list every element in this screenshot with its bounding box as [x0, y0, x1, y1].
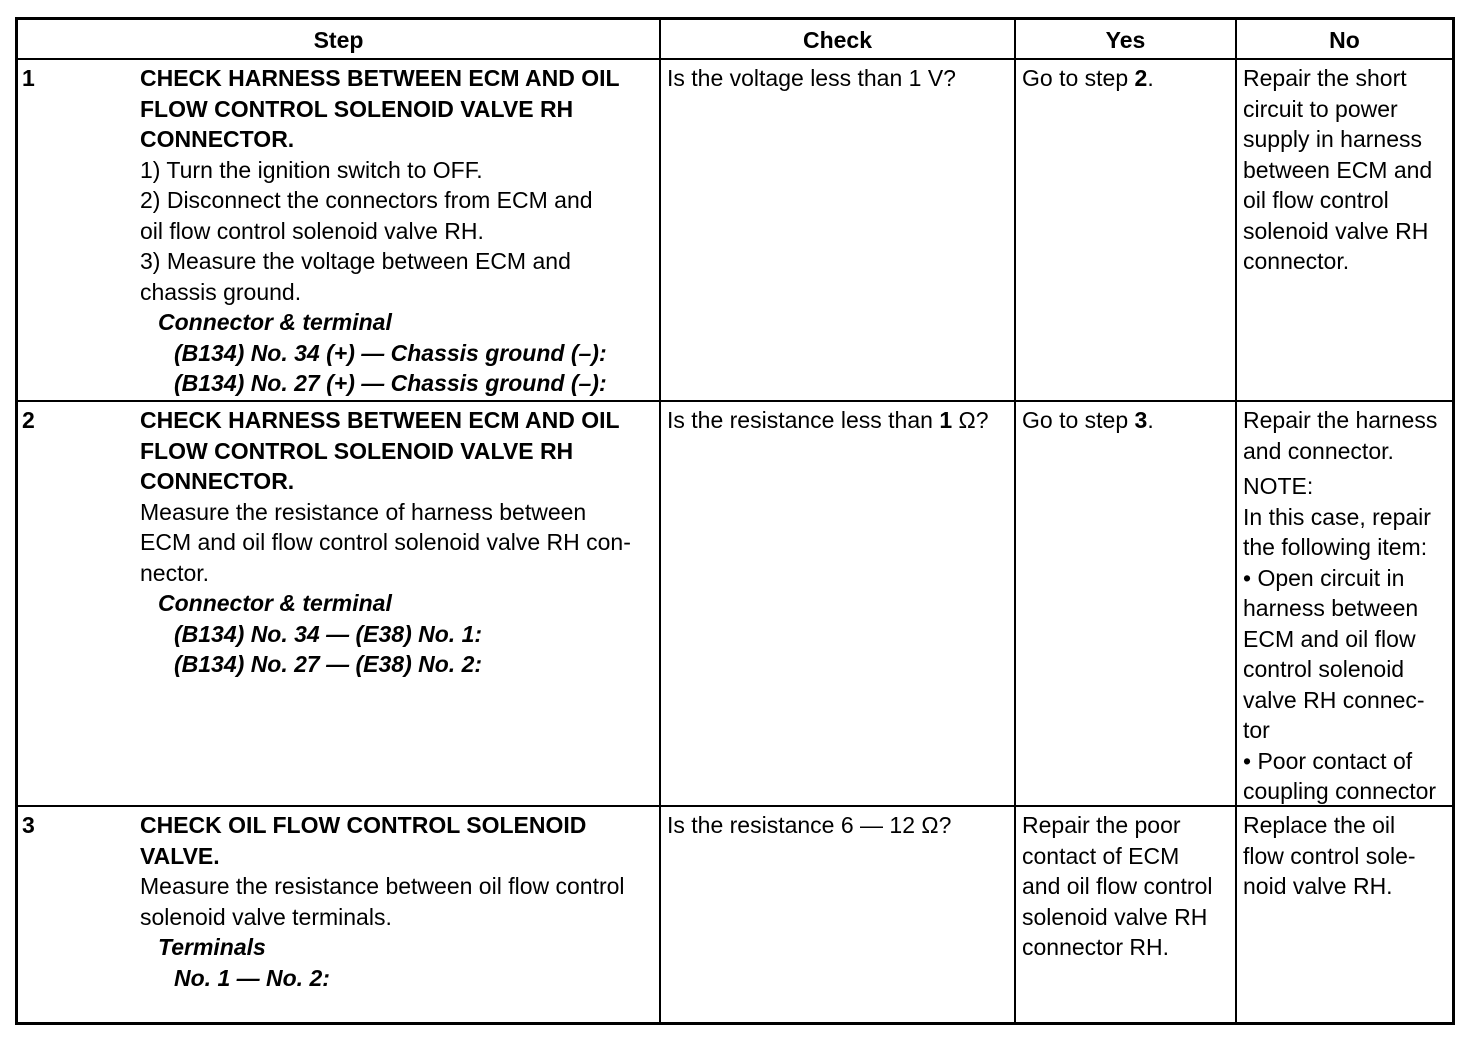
no-line: circuit to power: [1243, 95, 1398, 122]
yes-line: Repair the poor: [1022, 812, 1181, 838]
spec-line: (B134) No. 27 (+) — Chassis ground (–):: [174, 370, 607, 396]
no-line: oil flow control: [1243, 187, 1389, 213]
step-cell: [18, 807, 661, 1022]
instruction-line: oil flow control solenoid valve RH.: [140, 217, 484, 244]
yes-step-ref: 2: [1134, 65, 1148, 91]
check-prefix: Is the resistance less than: [667, 407, 940, 433]
yes-prefix: Go to step: [1022, 407, 1135, 433]
no-line: Repair the short: [1243, 65, 1407, 91]
instruction-line: Measure the resistance between oil flow control: [140, 873, 625, 899]
note-line: the following item:: [1243, 534, 1428, 560]
instruction-line: nector.: [140, 559, 210, 586]
spec-line: (B134) No. 34 (+) — Chassis ground (–):: [174, 339, 607, 366]
table-row: [18, 60, 1452, 402]
spec-line: No. 1 — No. 2:: [174, 964, 330, 991]
instruction-line: 3) Measure the voltage between ECM and: [140, 248, 571, 274]
yes-text: [1022, 405, 1231, 436]
no-cell: [1237, 402, 1452, 805]
step-number: 1: [22, 65, 35, 91]
instruction-line: 1) Turn the ignition switch to OFF.: [140, 156, 483, 183]
instruction-line: ECM and oil flow control solenoid valve RH con-: [140, 529, 631, 555]
yes-text: [1022, 63, 1231, 94]
check-cell: [661, 402, 1016, 805]
no-line: and connector.: [1243, 437, 1394, 464]
no-line: noid valve RH.: [1243, 873, 1393, 899]
step-title-line: CHECK HARNESS BETWEEN ECM AND OIL: [140, 407, 620, 433]
step-number: 3: [22, 812, 35, 838]
yes-cell: [1016, 402, 1237, 805]
yes-prefix: Go to step: [1022, 65, 1135, 91]
step-title-line: FLOW CONTROL SOLENOID VALVE RH: [140, 95, 574, 122]
no-text: [1243, 405, 1448, 807]
yes-line: contact of ECM: [1022, 842, 1180, 869]
bullet-line: control solenoid: [1243, 656, 1405, 682]
spec-label: Terminals: [158, 934, 266, 960]
header-check: Check: [661, 20, 1016, 58]
no-line: supply in harness: [1243, 126, 1422, 152]
step-title-line: CONNECTOR.: [140, 126, 295, 152]
step-cell: [18, 402, 661, 805]
no-text: [1243, 63, 1448, 277]
instruction-line: Measure the resistance of harness between: [140, 498, 587, 525]
yes-text: [1022, 810, 1231, 963]
instruction-line: 2) Disconnect the connectors from ECM and: [140, 187, 593, 213]
yes-line: connector RH.: [1022, 934, 1170, 960]
no-line: solenoid valve RH: [1243, 217, 1429, 244]
yes-suffix: .: [1147, 407, 1154, 433]
no-line: Repair the harness: [1243, 407, 1438, 433]
yes-cell: [1016, 807, 1237, 1022]
step-body: [140, 405, 655, 680]
no-text: [1243, 810, 1448, 902]
diagnostic-table: [15, 17, 1455, 1025]
check-text: [667, 405, 1010, 436]
step-cell: [18, 60, 661, 400]
step-title-line: VALVE.: [140, 842, 220, 869]
yes-step-ref: 3: [1134, 407, 1148, 433]
header-step: Step: [18, 20, 661, 58]
note-label: NOTE:: [1243, 473, 1314, 499]
check-value: 1: [939, 407, 953, 433]
instruction-line: chassis ground.: [140, 278, 302, 305]
spec-label: Connector & terminal: [158, 590, 392, 616]
no-cell: [1237, 60, 1452, 400]
spec-line: (B134) No. 27 — (E38) No. 2:: [174, 651, 483, 677]
check-suffix: Ω?: [952, 407, 989, 433]
bullet-line: tor: [1243, 717, 1270, 743]
yes-line: and oil flow control: [1022, 873, 1213, 899]
table-header-row: [18, 20, 1452, 60]
step-body: [140, 810, 655, 993]
header-no: No: [1329, 27, 1360, 53]
instruction-line: solenoid valve terminals.: [140, 903, 392, 930]
bullet-line: harness between: [1243, 595, 1419, 621]
bullet-line: valve RH connec-: [1243, 686, 1425, 713]
yes-cell: [1016, 60, 1237, 400]
no-line: flow control sole-: [1243, 842, 1416, 869]
step-title-line: FLOW CONTROL SOLENOID VALVE RH: [140, 437, 574, 464]
check-cell: [661, 60, 1016, 400]
step-body: [140, 63, 655, 399]
check-cell: [661, 807, 1016, 1022]
note-line: In this case, repair: [1243, 503, 1431, 530]
no-line: between ECM and: [1243, 156, 1433, 183]
step-title-line: CHECK OIL FLOW CONTROL SOLENOID: [140, 812, 587, 838]
no-line: Replace the oil: [1243, 812, 1396, 838]
bullet-line: ECM and oil flow: [1243, 625, 1416, 652]
table-row: [18, 807, 1452, 1022]
check-text: Is the voltage less than 1 V?: [667, 65, 956, 91]
yes-suffix: .: [1147, 65, 1154, 91]
no-line: connector.: [1243, 248, 1350, 274]
spec-label: Connector & terminal: [158, 309, 392, 335]
bullet-line: • Open circuit in: [1243, 564, 1405, 591]
no-cell: [1237, 807, 1452, 1022]
table-row: [18, 402, 1452, 807]
bullet-line: • Poor contact of: [1243, 747, 1413, 774]
check-text: Is the resistance 6 — 12 Ω?: [667, 812, 952, 838]
yes-line: solenoid valve RH: [1022, 903, 1208, 930]
step-title-line: CONNECTOR.: [140, 468, 295, 494]
step-number: 2: [22, 407, 35, 433]
header-yes: Yes: [1016, 20, 1237, 58]
spec-line: (B134) No. 34 — (E38) No. 1:: [174, 620, 483, 647]
bullet-line: coupling connector: [1243, 778, 1437, 804]
step-title-line: CHECK HARNESS BETWEEN ECM AND OIL: [140, 65, 620, 91]
